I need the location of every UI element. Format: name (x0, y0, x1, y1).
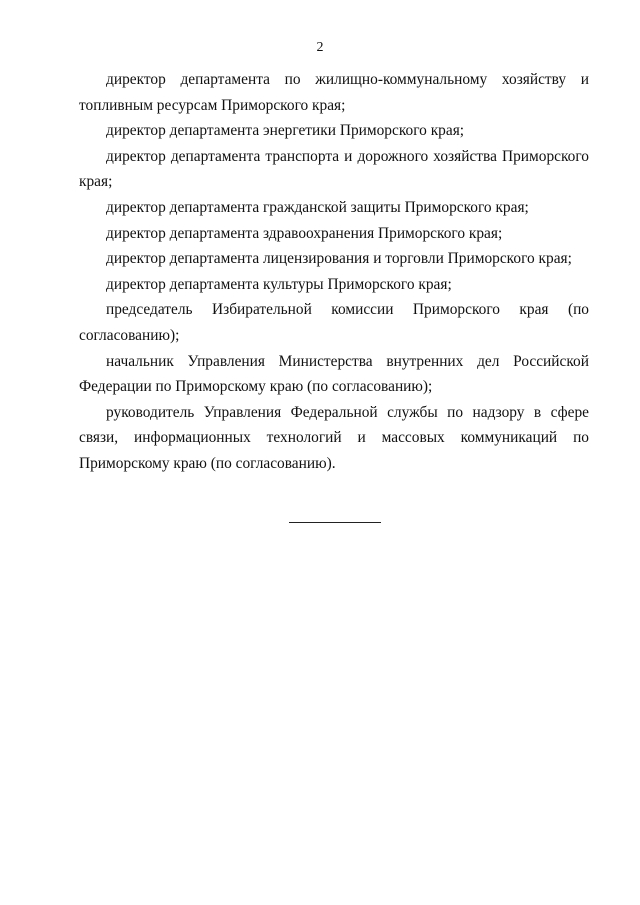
list-item-interior-ministry-head: начальник Управления Министерства внутренних дел Российской Федерации по Приморскому краю (по согласованию); (79, 352, 589, 396)
page-number: 2 (316, 40, 324, 55)
end-separator-line (289, 522, 381, 523)
list-item-energy-director: директор департамента энергетики Приморского края; (106, 122, 465, 140)
list-item-housing-director: директор департамента по жилищно-коммунальному хозяйству и топливным ресурсам Приморского края; (79, 71, 589, 114)
list-item-communications-supervisor: руководитель Управления Федеральной службы по надзору в сфере связи, информационных технологий и массовых коммуникаций по Приморскому краю (по согласованию). (79, 403, 589, 472)
list-item-civil-defense-director: директор департамента гражданской защиты Приморского края; (106, 198, 529, 216)
list-item-election-commission-chair: председатель Избирательной комиссии Приморского края (по согласованию); (79, 301, 589, 344)
list-item-licensing-director: директор департамента лицензирования и торговли Приморского края; (106, 250, 572, 268)
list-item-culture-director: директор департамента культуры Приморского края; (106, 275, 452, 293)
document-body (79, 67, 589, 477)
list-item-transport-director: директор департамента транспорта и дорожного хозяйства Приморского края; (79, 147, 589, 191)
list-item-healthcare-director: директор департамента здравоохранения Приморского края; (106, 224, 503, 242)
